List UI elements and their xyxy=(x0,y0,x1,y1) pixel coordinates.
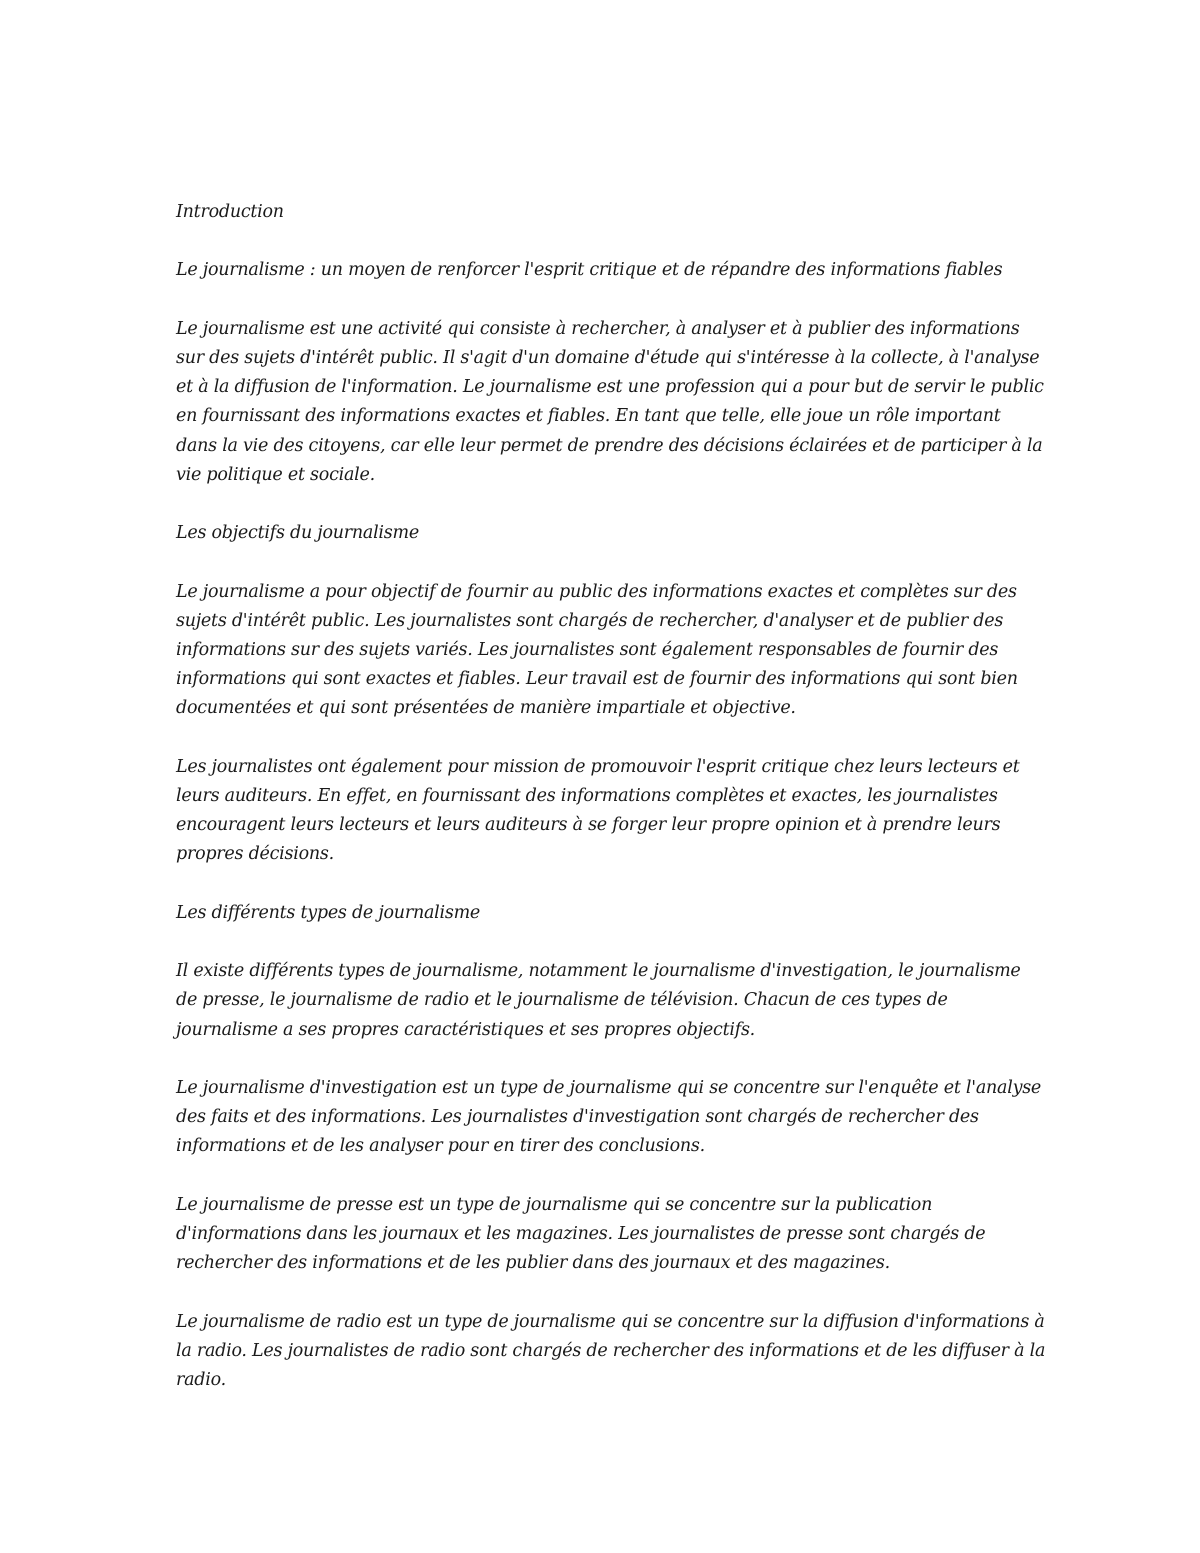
paragraph-investigation: Le journalisme d'investigation est un type de journalisme qui se concentre sur l'enquête et l'analyse des faits et des informations. Les journalistes d'investigation sont chargés de rechercher des informations et de les analyser pour en tirer des conclusions. xyxy=(176,1077,1042,1157)
paragraph-types-overview: Il existe différents types de journalisme, notamment le journalisme d'investigation, le journalisme de presse, le journalisme de radio et le journalisme de télévision. Chacun de ces types de journalisme a ses propres caractéristiques et ses propres objectifs. xyxy=(176,961,1021,1040)
paragraph-presse: Le journalisme de presse est un type de journalisme qui se concentre sur la publication d'informations dans les journaux et les magazines. Les journalistes de presse sont chargés de rechercher des informations et de les publier dans des journaux et des magazines. xyxy=(176,1194,986,1274)
document-page xyxy=(176,198,1046,1424)
heading-objectifs: Les objectifs du journalisme xyxy=(176,523,419,544)
paragraph-intro: Le journalisme est une activité qui consiste à rechercher, à analyser et à publier des informations sur des sujets d'intérêt public. Il s'agit d'un domaine d'étude qui s'intéresse à la collecte, à l'analyse et à la diffusion de l'information. Le journalisme est une profession qui a pour but de servir le public en fournissant des informations exactes et fiables. En tant que telle, elle joue un rôle important dans la vie des citoyens, car elle leur permet de prendre des décisions éclairées et de participer à la vie politique et sociale. xyxy=(176,318,1044,485)
heading-types: Les différents types de journalisme xyxy=(176,902,481,923)
paragraph-radio: Le journalisme de radio est un type de journalisme qui se concentre sur la diffusion d'informations à la radio. Les journalistes de radio sont chargés de rechercher des informations et de les diffuser à la radio. xyxy=(176,1311,1046,1390)
heading-introduction: Introduction xyxy=(176,202,284,222)
document-title: Le journalisme : un moyen de renforcer l'esprit critique et de répandre des informations fiables xyxy=(176,260,1003,281)
paragraph-objectifs-2: Les journalistes ont également pour mission de promouvoir l'esprit critique chez leurs lecteurs et leurs auditeurs. En effet, en fournissant des informations complètes et exactes, les journalistes encouragent leurs lecteurs et leurs auditeurs à se forger leur propre opinion et à prendre leurs propres décisions. xyxy=(176,756,1020,865)
paragraph-objectifs-1: Le journalisme a pour objectif de fournir au public des informations exactes et complètes sur des sujets d'intérêt public. Les journalistes sont chargés de rechercher, d'analyser et de publier des informations sur des sujets variés. Les journalistes sont également responsables de fournir des informations qui sont exactes et fiables. Leur travail est de fournir des informations qui sont bien documentées et qui sont présentées de manière impartiale et objective. xyxy=(176,581,1018,719)
